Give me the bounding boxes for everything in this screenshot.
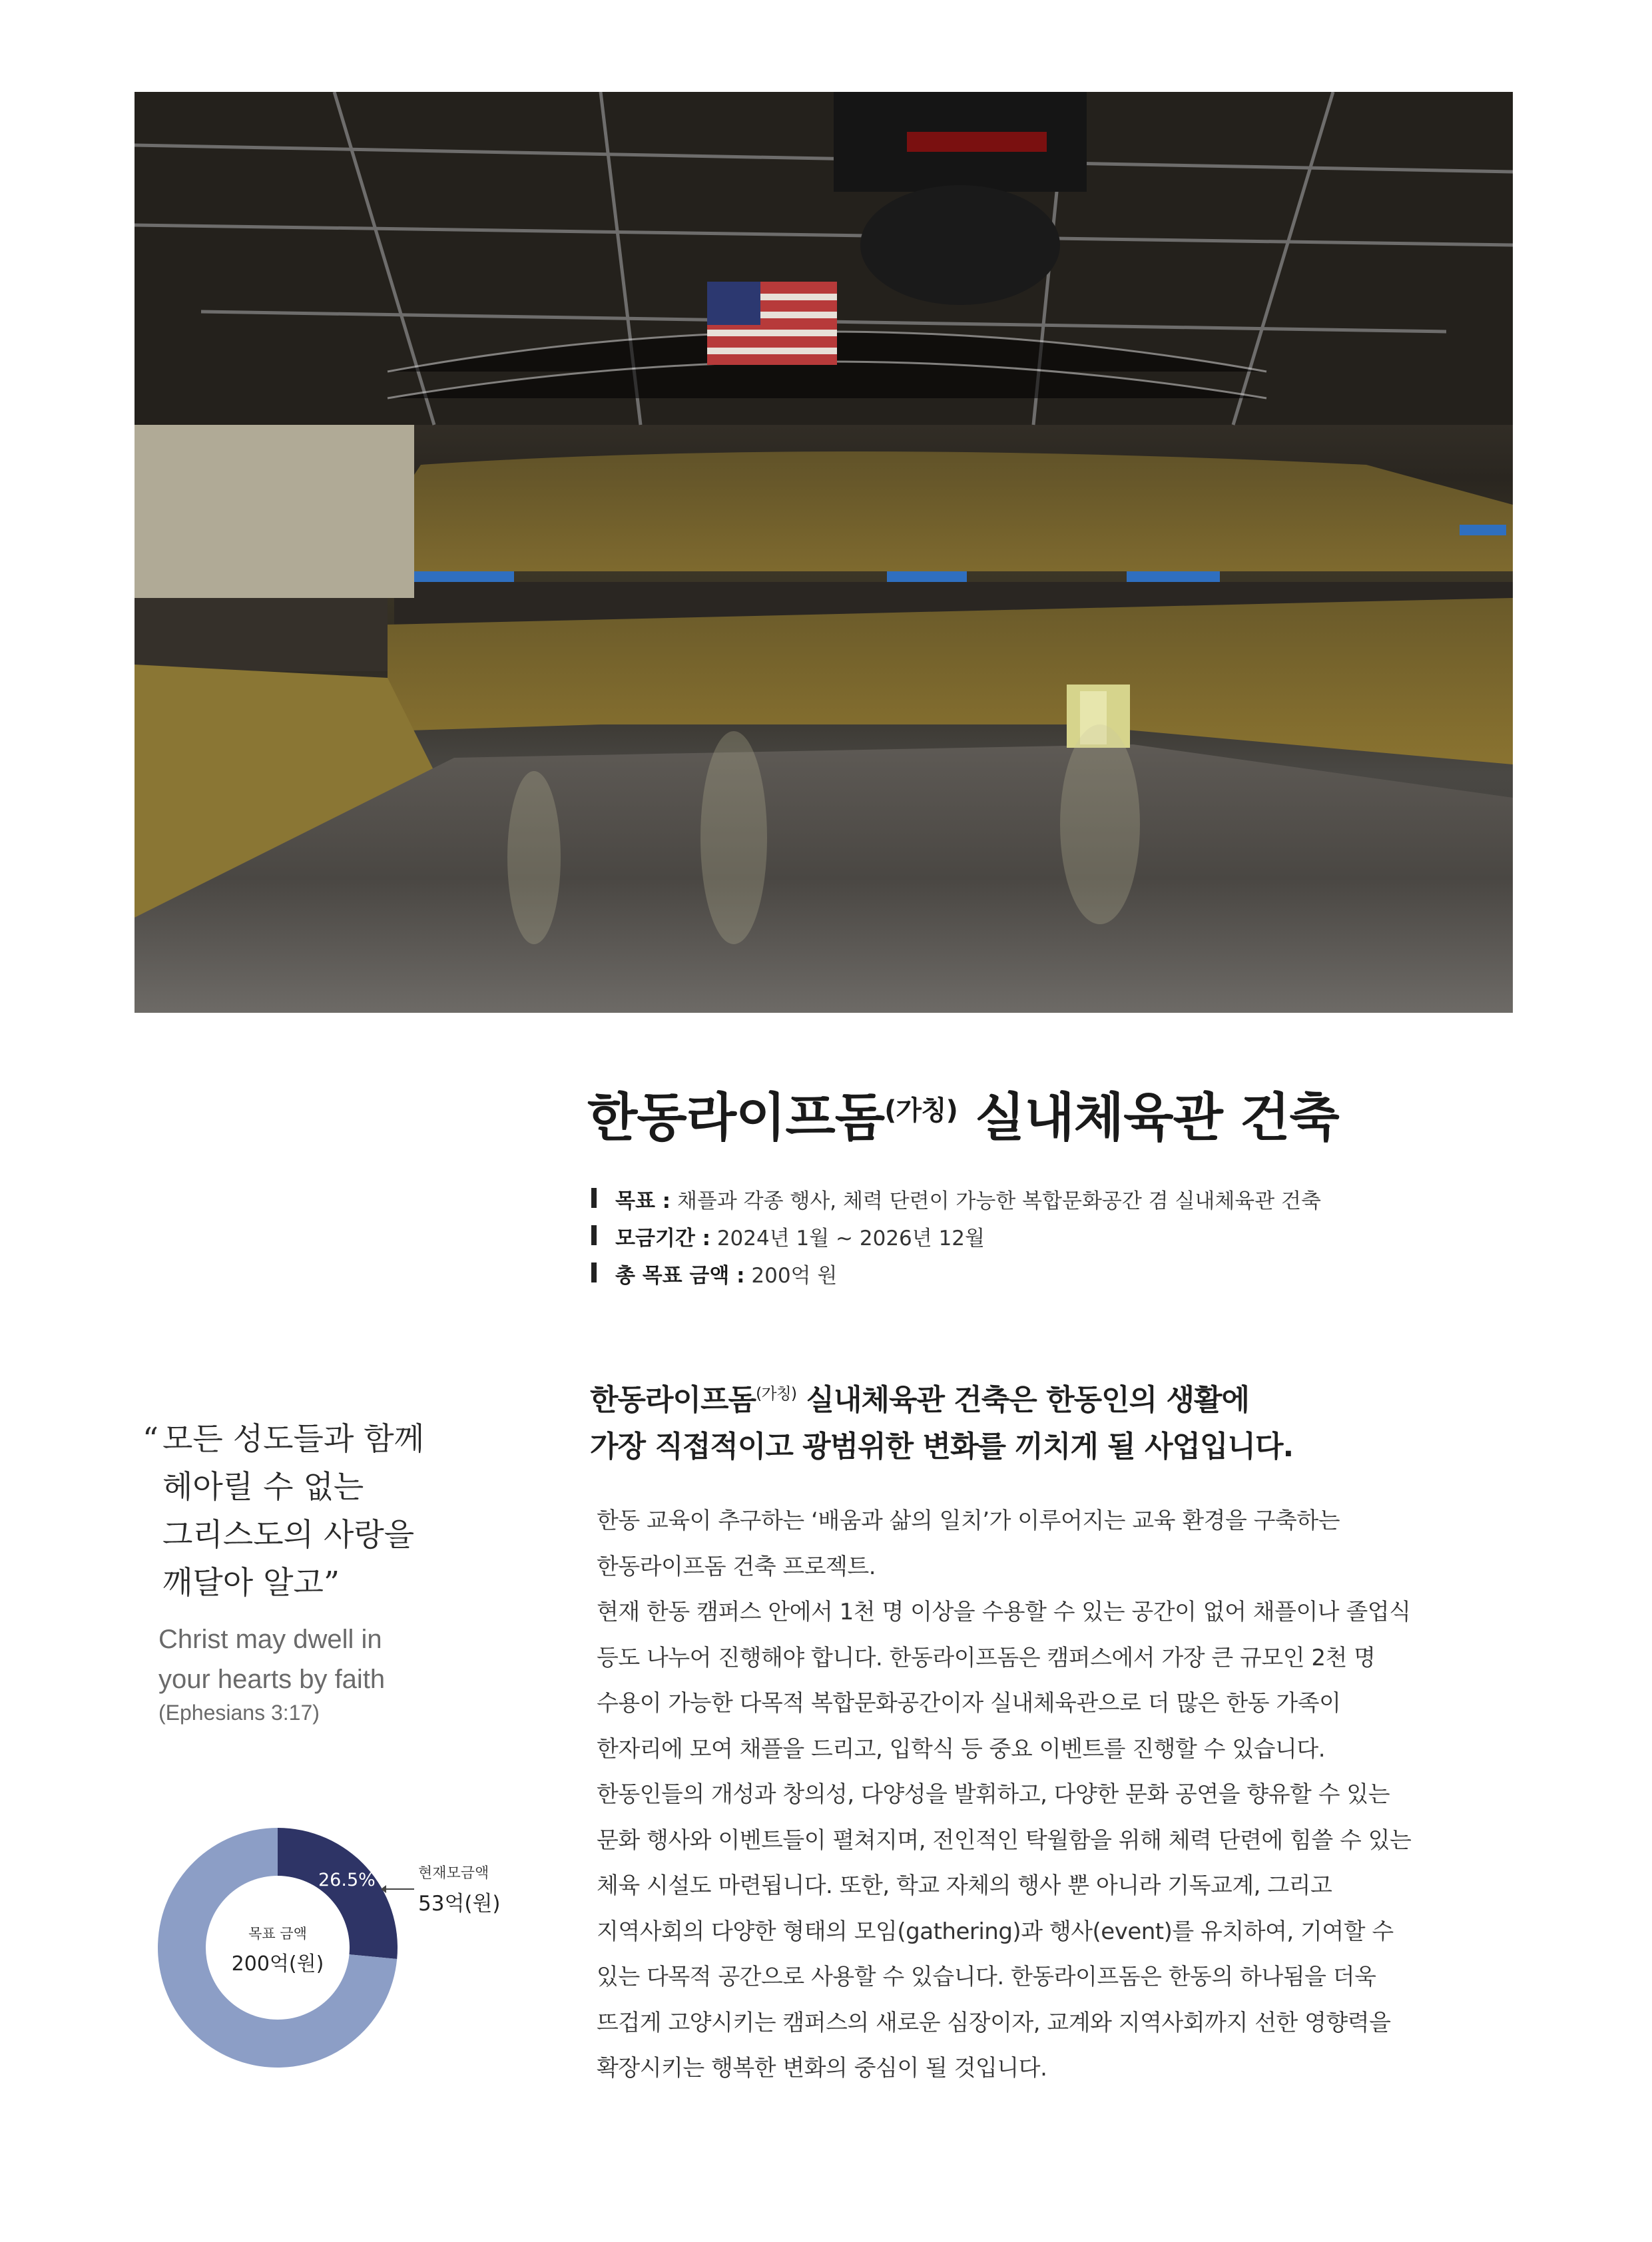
quote-line: 깨달아 알고” xyxy=(162,1565,340,1601)
body-line: 뜨겁게 고양시키는 캠퍼스의 새로운 심장이자, 교계와 지역사회까지 선한 영향력을 xyxy=(597,2009,1391,2036)
bullet-bar-icon xyxy=(591,1262,597,1282)
body-line: 한동라이프돔 건축 프로젝트. xyxy=(597,1553,876,1580)
donut-percent-label: 26.5% xyxy=(318,1870,376,1890)
donut-center-label: 목표 금액 200억(원) xyxy=(231,1926,324,1976)
body-line: 한동인들의 개성과 창의성, 다양성을 발휘하고, 다양한 문화 공연을 향유할 수 있는 xyxy=(597,1781,1390,1808)
callout-arrow-icon xyxy=(385,1888,414,1890)
body-line: 등도 나누어 진행해야 합니다. 한동라이프돔은 캠퍼스에서 가장 큰 규모인 2천 명 xyxy=(597,1644,1376,1671)
quote-open-mark: “ xyxy=(142,1421,159,1458)
arena-illustration xyxy=(135,92,1513,1013)
quote-reference: (Ephesians 3:17) xyxy=(158,1701,320,1725)
body-text xyxy=(597,1498,1411,2092)
body-line: 현재 한동 캠퍼스 안에서 1천 명 이상을 수용할 수 있는 공간이 없어 채플이나 졸업식 xyxy=(597,1599,1411,1625)
arena-interior-photo xyxy=(135,92,1513,1013)
body-line: 문화 행사와 이벤트들이 펼쳐지며, 전인적인 탁월함을 위해 체력 단련에 힘쓸 수 있는 xyxy=(597,1826,1412,1854)
body-line: 지역사회의 다양한 형태의 모임(gathering)과 행사(event)를 유치하여, 기여할 수 xyxy=(597,1918,1394,1945)
bullet-bar-icon xyxy=(591,1225,597,1245)
page-title: 한동라이프돔$^{(가칭)}$ 실내체육관 건축 xyxy=(587,1088,1339,1148)
quote-line: 헤아릴 수 없는 xyxy=(162,1469,364,1506)
current-amount-callout: 현재모금액 53억(원) xyxy=(418,1865,501,1916)
lead-statement: 한동라이프돔$^{(가칭)}$ 실내체육관 건축은 한동인의 생활에 가장 직접적이고 광범위한 변화를 끼치게 될 사업입니다. xyxy=(590,1383,1294,1464)
body-line: 있는 다목적 공간으로 사용할 수 있습니다. 한동라이프돔은 한동의 하나됨을 더욱 xyxy=(597,1964,1376,1990)
bullet-bar-icon xyxy=(591,1188,597,1208)
body-line: 한동 교육이 추구하는 ‘배움과 삶의 일치’가 이루어지는 교육 환경을 구축하는 xyxy=(597,1508,1340,1534)
scripture-quote xyxy=(142,1416,424,1607)
quote-line: 그리스도의 사랑을 xyxy=(162,1517,415,1553)
body-line: 한자리에 모여 채플을 드리고, 입학식 등 중요 이벤트를 진행할 수 있습니다. xyxy=(597,1735,1326,1763)
body-line: 확장시키는 행복한 변화의 중심이 될 것입니다. xyxy=(597,2055,1047,2082)
quote-english: Christ may dwell in your hearts by faith xyxy=(158,1625,386,1694)
body-line: 수용이 가능한 다목적 복합문화공간이자 실내체육관으로 더 많은 한동 가족이 xyxy=(597,1690,1341,1717)
body-line: 체육 시설도 마련됩니다. 또한, 학교 자체의 행사 뿐 아니라 기독교계, 그리고 xyxy=(597,1872,1332,1899)
quote-line: 모든 성도들과 함께 xyxy=(162,1421,425,1458)
